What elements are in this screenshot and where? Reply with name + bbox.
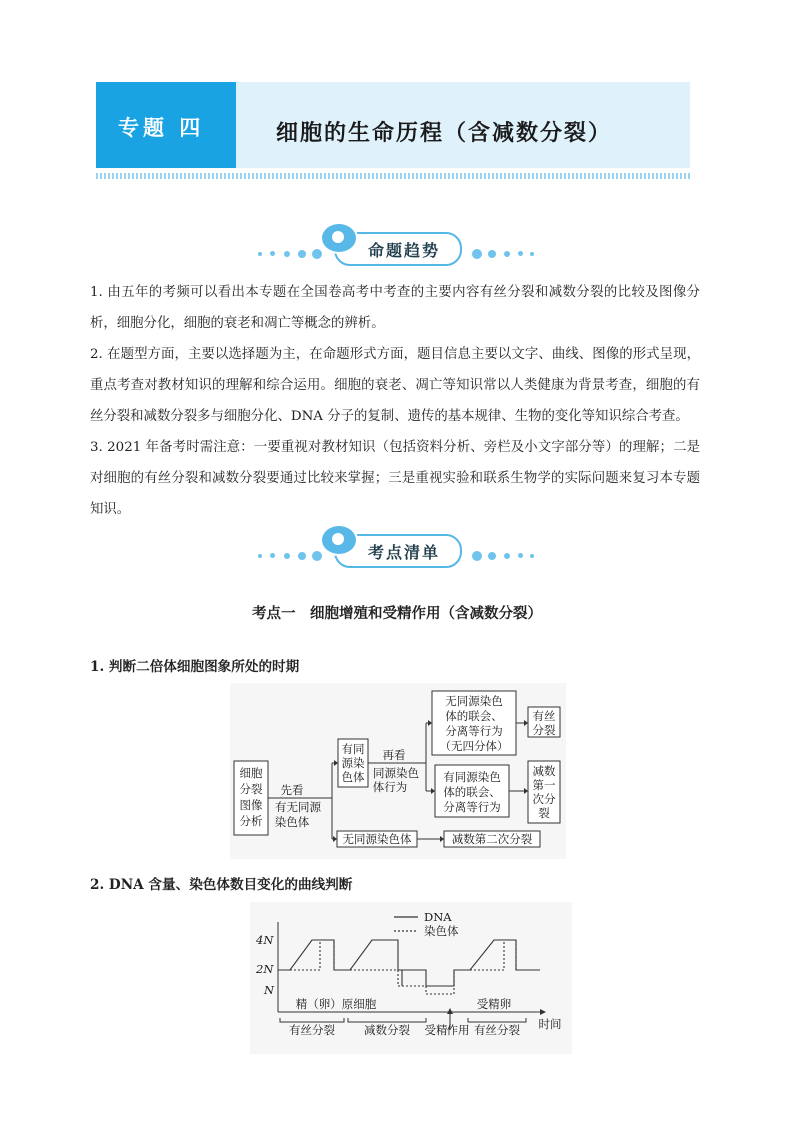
- subsection-title-2: 2. DNA 含量、染色体数目变化的曲线判断: [90, 877, 353, 893]
- stage-mitosis-2: 有丝分裂: [474, 1023, 520, 1037]
- trend-paragraph-3: 3. 2021 年备考时需注意：一要重视对教材知识（包括资料分析、旁栏及小文字部分等）的理解；二是对细胞的有丝分裂和减数分裂要通过比较来掌握；三是重视实验和联系生物学的实际问题来复习本专题知识。: [90, 440, 700, 517]
- fc-meiosis-one: 减数: [532, 764, 556, 778]
- fc-then-criterion: 同源染色: [373, 766, 419, 780]
- fc-meiosis-one: 第一: [532, 778, 556, 792]
- fc-has-pairing: 有同源染色: [443, 770, 501, 784]
- section-label-checklist: 考点清单: [334, 534, 462, 568]
- fc-no-pairing: 无同源染色: [445, 694, 503, 708]
- fc-mitosis: 分裂: [532, 723, 556, 737]
- phase-label-germ-cell: 精（卵）原细胞: [295, 997, 377, 1011]
- fc-first-criterion: 有无同源: [275, 800, 321, 814]
- fc-no-pairing: 体的联会、: [445, 709, 503, 723]
- ribbon-dots-left: [230, 551, 322, 561]
- trend-paragraph-2: 2. 在题型方面，主要以选择题为主，在命题形式方面，题目信息主要以文字、曲线、图像的形式呈现，重点考查对教材知识的理解和综合运用。细胞的衰老、凋亡等知识常以人类健康为背景考查，细胞的有丝分裂和减数分裂多与细胞分化、DNA 分子的复制、遗传的基本规律、生物的变化等知识综合考查。: [90, 347, 700, 424]
- section-ribbon-trend: [230, 222, 564, 268]
- fc-start-line: 图像: [239, 798, 263, 812]
- ribbon-dots-right: [468, 551, 564, 561]
- fc-has-homologs: 源染: [341, 756, 365, 770]
- fc-no-pairing: （无四分体）: [439, 739, 509, 753]
- y-tick-2n: 2N: [256, 962, 274, 976]
- ribbon-dots-left: [230, 249, 322, 259]
- page-title: 细胞的生命历程（含减数分裂）: [276, 120, 613, 146]
- subsection-title-1: 1. 判断二倍体细胞图象所处的时期: [90, 659, 300, 675]
- fc-first-criterion: 染色体: [274, 815, 310, 829]
- fc-has-pairing: 分离等行为: [443, 800, 501, 814]
- ribbon-dots-right: [468, 249, 564, 259]
- x-axis-label: 时间: [538, 1017, 562, 1031]
- stage-mitosis-1: 有丝分裂: [289, 1023, 335, 1037]
- eye-icon: [320, 524, 358, 556]
- trend-paragraph-1: 1. 由五年的考频可以看出本专题在全国卷高考中考查的主要内容有丝分裂和减数分裂的比较及图像分析，细胞分化，细胞的衰老和凋亡等概念的辨析。: [90, 285, 700, 331]
- topic-tag: [96, 82, 236, 168]
- stage-meiosis: 减数分裂: [364, 1023, 410, 1037]
- fc-start-line: 细胞: [239, 766, 263, 780]
- fc-meiosis-one: 裂: [538, 806, 550, 820]
- phase-label-zygote: 受精卵: [476, 997, 512, 1011]
- section-label-trend: 命题趋势: [334, 232, 462, 266]
- fc-start-line: 分析: [239, 814, 263, 828]
- fc-no-homologs: 无同源染色体: [342, 832, 412, 846]
- stage-fertilization-2: 作用: [446, 1023, 470, 1037]
- y-tick-n: N: [264, 983, 275, 997]
- fc-then-look: 再看: [382, 748, 406, 762]
- y-tick-4n: 4N: [256, 933, 274, 947]
- stage-fertilization: 受精: [424, 1023, 448, 1037]
- fc-start-line: 分裂: [239, 782, 263, 796]
- fc-has-pairing: 体的联会、: [443, 785, 501, 799]
- section-ribbon-checklist: [230, 524, 564, 570]
- cell-phase-flowchart: [230, 683, 566, 859]
- checkpoint-title: 考点一 细胞增殖和受精作用（含减数分裂）: [252, 605, 542, 622]
- fc-meiosis-two: 减数第二次分裂: [451, 832, 533, 846]
- eye-icon: [320, 222, 358, 254]
- legend-chromosome: 染色体: [424, 924, 459, 938]
- topic-tag-label: 专题 四: [118, 115, 205, 140]
- fc-has-homologs: 色体: [341, 770, 365, 784]
- header-banner: [96, 82, 690, 168]
- fc-then-criterion: 体行为: [372, 780, 408, 794]
- dna-chromosome-curve-chart: [250, 902, 572, 1054]
- fc-mitosis: 有丝: [532, 709, 556, 723]
- fc-has-homologs: 有同: [341, 742, 365, 756]
- fc-meiosis-one: 次分: [532, 792, 556, 806]
- header-divider: [96, 173, 690, 179]
- fc-no-pairing: 分离等行为: [445, 724, 503, 738]
- fc-first-look: 先看: [280, 783, 304, 797]
- legend-dna: DNA: [424, 910, 452, 924]
